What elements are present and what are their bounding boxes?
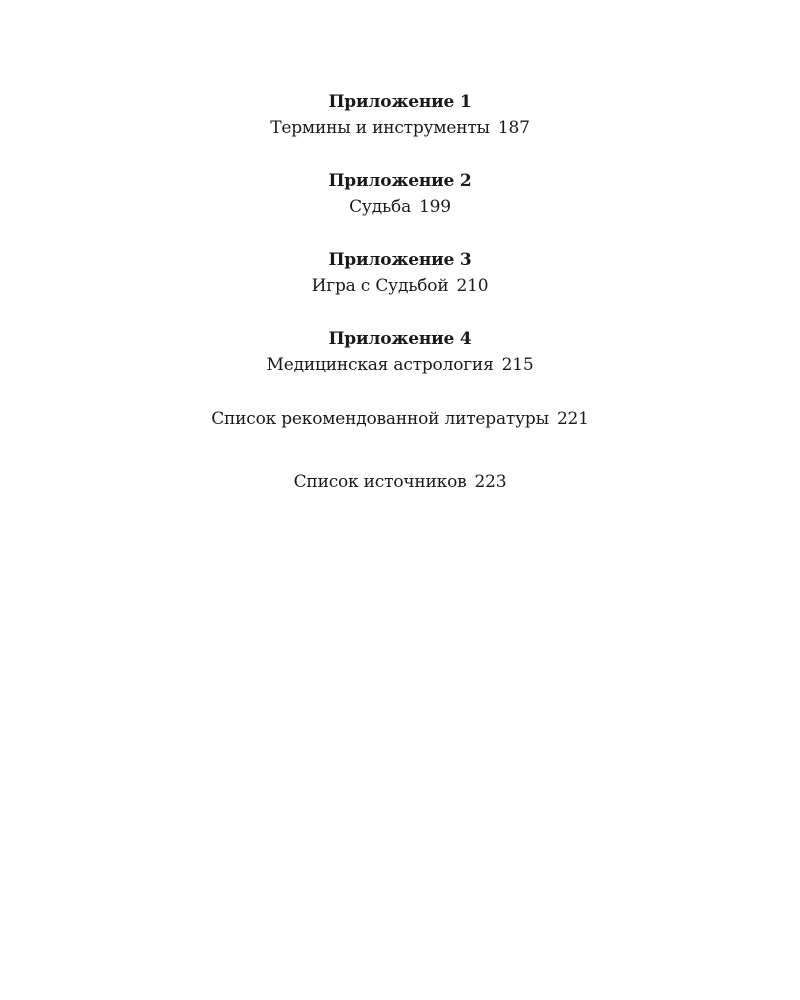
toc-line	[0, 406, 800, 432]
appendix-title: Игра с Судьбой	[311, 276, 449, 296]
appendix-heading: Приложение 3	[328, 250, 472, 270]
appendix-line	[0, 273, 800, 299]
appendix-heading: Приложение 4	[328, 329, 472, 349]
appendix-title: Судьба	[349, 197, 412, 217]
appendix-heading: Приложение 2	[328, 171, 472, 191]
appendix-title: Термины и инструменты	[270, 118, 490, 138]
toc-entry-appendix-4	[0, 327, 800, 378]
toc-entry-appendix-1	[0, 90, 800, 141]
page-number: 215	[501, 355, 534, 375]
page-number: 187	[497, 118, 530, 138]
toc-title: Список рекомендованной литературы	[211, 409, 549, 429]
page-number: 199	[419, 197, 451, 217]
toc-line	[0, 469, 800, 495]
appendix-title: Медицинская астрология	[266, 355, 494, 375]
table-of-contents	[0, 90, 800, 532]
appendix-line	[0, 115, 800, 141]
toc-entry-appendix-3	[0, 248, 800, 299]
appendix-line	[0, 194, 800, 220]
appendix-line	[0, 352, 800, 378]
toc-entry-appendix-2	[0, 169, 800, 220]
appendix-heading: Приложение 1	[328, 92, 472, 112]
toc-entry-recommended-literature	[0, 406, 800, 432]
page-number: 223	[474, 472, 507, 492]
page-number: 221	[556, 409, 589, 429]
page-number: 210	[456, 276, 489, 296]
toc-title: Список источников	[293, 472, 467, 492]
toc-entry-sources	[0, 469, 800, 495]
